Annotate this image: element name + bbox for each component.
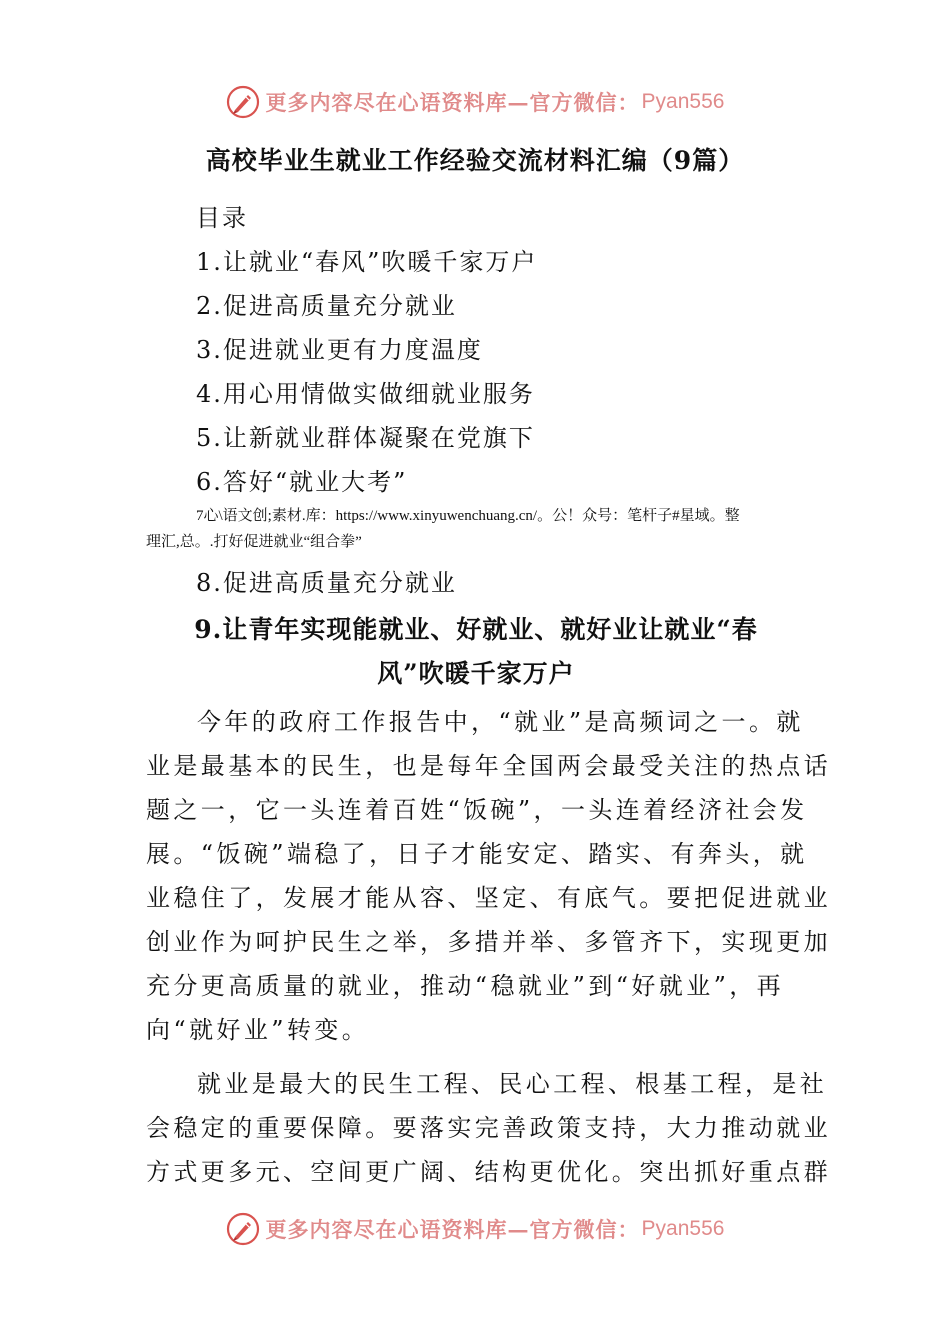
toc-item-7-line2: 理汇,总。.打好促进就业“组合拳” xyxy=(146,534,362,550)
toc-item: 3.促进就业更有力度温度 xyxy=(196,336,483,364)
table-of-contents xyxy=(196,196,537,504)
paragraph-1 xyxy=(146,700,831,1052)
banner-text: 更多内容尽在心语资料库—官方微信： xyxy=(265,1217,640,1242)
toc-heading: 目录 xyxy=(196,204,248,232)
paragraph-line: 展。“饭碗”端稳了，日子才能安定、踏实、有奔头，就 xyxy=(146,840,808,868)
toc-item-7-line1: 7心\语文创;素材.库：https://www.xinyuwenchuang.cn/。公！众号：笔杆子#星域。整 xyxy=(196,508,740,524)
toc-item: 8.促进高质量充分就业 xyxy=(196,569,457,597)
banner-text: 更多内容尽在心语资料库—官方微信： xyxy=(265,90,640,115)
paragraph-line: 充分更高质量的就业，推动“稳就业”到“好就业”，再 xyxy=(146,972,785,1000)
toc-item: 1.让就业“春风”吹暖千家万户 xyxy=(196,248,538,276)
pen-logo-icon xyxy=(226,85,260,119)
pen-logo-icon xyxy=(226,1212,260,1246)
document-title: 高校毕业生就业工作经验交流材料汇编（9篇） xyxy=(205,146,745,175)
toc-item: 5.让新就业群体凝聚在党旗下 xyxy=(196,424,535,452)
toc-item: 4.用心用情做实做细就业服务 xyxy=(196,380,535,408)
paragraph-line: 向“就好业”转变。 xyxy=(146,1016,370,1044)
paragraph-line: 今年的政府工作报告中，“就业”是高频词之一。就 xyxy=(197,708,804,736)
paragraph-line: 就业是最大的民生工程、民心工程、根基工程，是社 xyxy=(197,1070,828,1098)
paragraph-line: 题之一，它一头连着百姓“饭碗”，一头连着经济社会发 xyxy=(146,796,808,824)
footer-banner xyxy=(0,1207,950,1251)
paragraph-2 xyxy=(146,1062,831,1194)
banner-wechat-id: Pyan556 xyxy=(641,1217,725,1240)
toc-item: 6.答好“就业大考” xyxy=(196,468,408,496)
banner-wechat-id: Pyan556 xyxy=(641,90,725,113)
paragraph-line: 业是最基本的民生，也是每年全国两会最受关注的热点话 xyxy=(146,752,831,780)
toc-item: 2.促进高质量充分就业 xyxy=(196,292,457,320)
header-banner xyxy=(0,80,950,124)
section-title-line2: 风”吹暖千家万户 xyxy=(377,659,575,688)
paragraph-line: 会稳定的重要保障。要落实完善政策支持，大力推动就业 xyxy=(146,1114,831,1142)
paragraph-line: 创业作为呵护民生之举，多措并举、多管齐下，实现更加 xyxy=(146,928,831,956)
section-title-line1: 9.让青年实现能就业、好就业、就好业让就业“春 xyxy=(194,615,758,644)
paragraph-line: 业稳住了，发展才能从容、坚定、有底气。要把促进就业 xyxy=(146,884,831,912)
paragraph-line: 方式更多元、空间更广阔、结构更优化。突出抓好重点群 xyxy=(146,1158,831,1186)
